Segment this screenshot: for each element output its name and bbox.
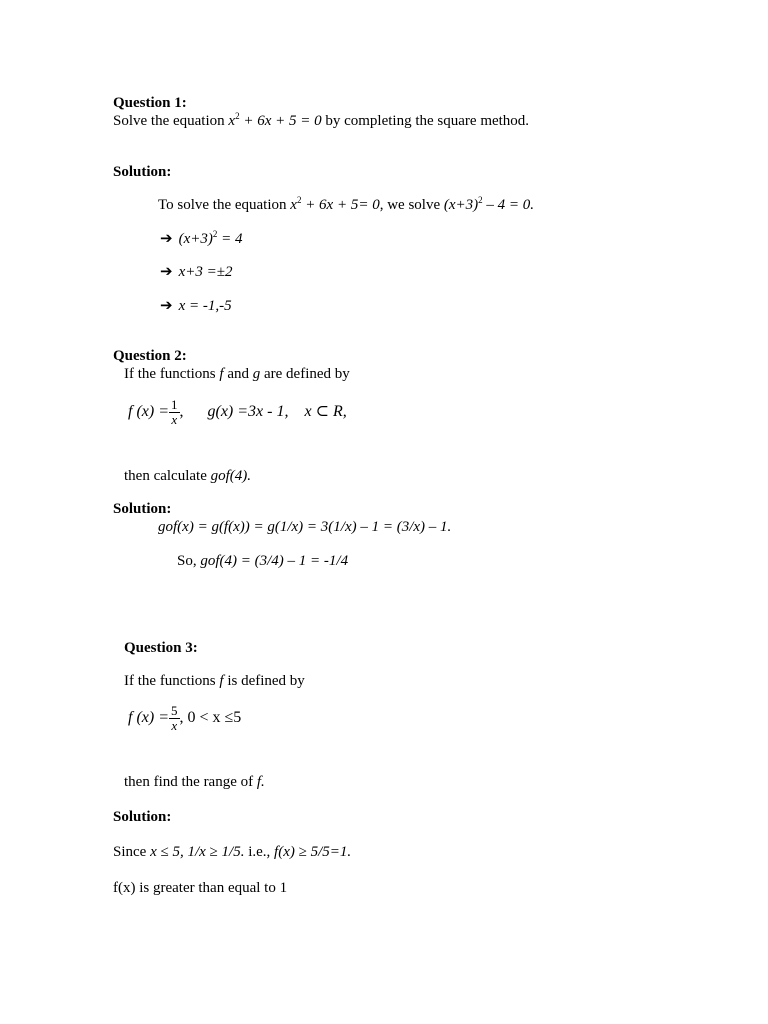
solution-1-step-2: ➔ x+3 =±2 [160, 262, 233, 280]
question-3-definition [128, 704, 241, 748]
question-1-text: Solve the equation $x^2 + 6x + 5 = 0$ by completing the square method. [113, 111, 530, 129]
solution-1-line-1: To solve the equation $x^2 + 6x + 5= 0$, we solve $(x+3)^2 - 4 = 0$. [158, 195, 535, 213]
f-definition: f (x) = [128, 709, 169, 727]
g-definition: g(x) =3x - 1, [207, 403, 289, 421]
arrow-icon: ➔ [160, 229, 173, 247]
f-definition: f (x) = [128, 403, 169, 421]
solution-3-conclusion: f(x) is greater than equal to 1 [113, 880, 288, 896]
arrow-icon: ➔ [160, 262, 173, 280]
question-2-definitions: f (x) = $\frac{1}{x}$ , g(x) =3x - 1, x ⊂ R, [128, 397, 347, 427]
domain: x ⊂ R, [304, 403, 347, 421]
question-3-then: then find the range of f. [124, 774, 265, 790]
question-3-text: If the functions f is defined by [124, 673, 305, 689]
solution-3-heading: Solution: [113, 809, 172, 825]
question-3-heading: Question 3: [124, 640, 198, 656]
arrow-icon: ➔ [160, 296, 173, 314]
question-2-then: then calculate gof(4). [124, 468, 252, 484]
solution-2-line-2: So, gof(4) = (3/4) – 1 = -1/4 [177, 553, 349, 569]
condition: , 0 < x ≤5 [179, 709, 242, 727]
question-2-text: If the functions f and g are defined by [124, 366, 350, 382]
solution-3-line-1: Since x ≤ 5, 1/x ≥ 1/5. i.e., f(x) ≥ 5/5=1. [113, 844, 352, 860]
question-2-heading: Question 2: [113, 348, 187, 364]
solution-1-step-3: ➔ x = -1,-5 [160, 296, 232, 314]
f-fraction: $\frac{1}{x}$ [171, 397, 178, 427]
solution-2-heading: Solution: [113, 501, 172, 517]
question-1-heading: Question 1: [113, 95, 187, 111]
f-fraction: $\frac{5}{x}$ [171, 703, 178, 733]
solution-1-heading: Solution: [113, 164, 172, 180]
solution-2-line-1: gof(x) = g(f(x)) = g(1/x) = 3(1/x) – 1 = (3/x) – 1. [158, 519, 452, 535]
solution-1-step-1: ➔ $(x+3)^2 = 4$ [160, 229, 243, 247]
